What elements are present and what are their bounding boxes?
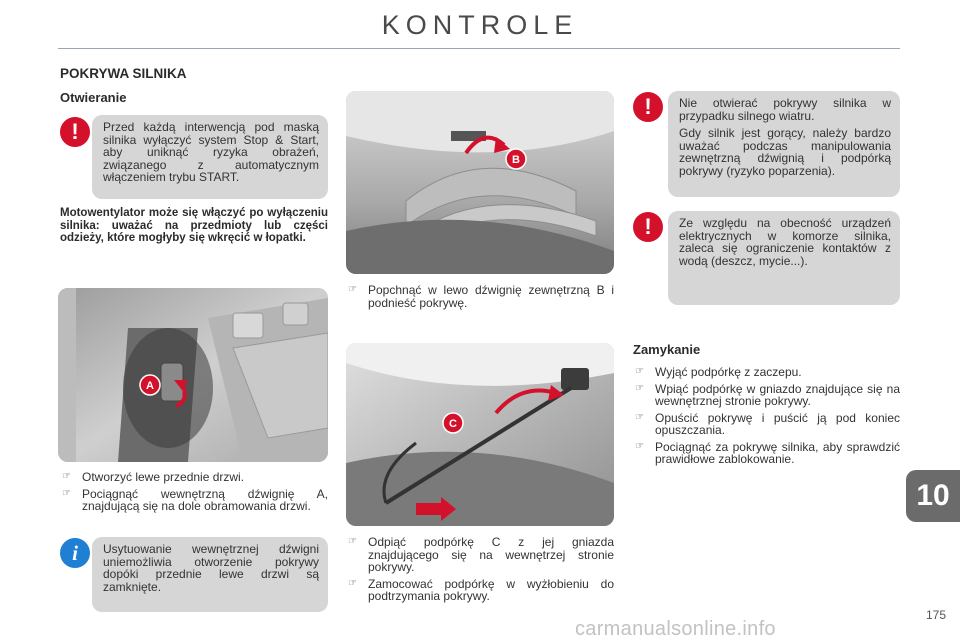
photo-prop-rod — [346, 343, 614, 526]
bullet-icon: ☞ — [635, 440, 644, 452]
step-text: Otworzyć lewe przednie drzwi. — [82, 470, 245, 484]
page-header-title: KONTROLE — [381, 10, 579, 40]
label-a: A — [146, 380, 154, 392]
header-rule — [58, 48, 900, 49]
bullet-icon: ☞ — [635, 366, 644, 377]
warning-note-text: Przed każdą interwencją pod maską silnika wyłączyć system Stop & Start, aby uniknąć ryzyka obrażeń, związanego z automatycznym włączeniem trybu START. — [103, 120, 319, 184]
info-note-text: Usytuowanie wewnętrznej dźwigni uniemożliwia otworzenie pokrywy dopóki przednie lewe drzwi są zamknięte. — [103, 542, 319, 594]
photo-bonnet-exterior — [346, 91, 614, 274]
bullet-icon: ☞ — [62, 471, 71, 482]
info-note — [92, 537, 328, 612]
bullet-icon: ☞ — [62, 487, 71, 499]
watermark: carmanualsonline.info — [575, 618, 776, 640]
step-text: Odpiąć podpórkę C z jej gniazda znajdującego się na wewnętrzej stronie pokrywy. — [368, 535, 614, 574]
steps-lever-b — [346, 284, 614, 313]
label-b: B — [512, 154, 520, 166]
bullet-icon: ☞ — [635, 411, 644, 423]
step-pull-lever-a — [60, 488, 328, 513]
warning-note-water — [668, 211, 900, 305]
warning-icon: ! — [60, 117, 90, 147]
step-text: Wpiąć podpórkę w gniazdo znajdujące się na wewnętrznej stronie pokrywy. — [655, 381, 900, 408]
step-open-door — [60, 471, 328, 484]
fan-warning-text: Motowentylator może się włączyć po wyłączeniu silnika: uważać na przedmioty lub części odzieży, które mogłyby się wkręcić w łopatki. — [60, 207, 328, 244]
chapter-tab: 10 — [906, 470, 960, 522]
step-text: Wyjąć podpórkę z zaczepu. — [655, 365, 802, 379]
section-title: POKRYWA SILNIKA — [60, 66, 187, 81]
step-text: Pociągnąć za pokrywę silnika, aby sprawdzić prawidłowe zablokowanie. — [655, 439, 900, 466]
bullet-icon: ☞ — [635, 382, 644, 394]
page-number: 175 — [925, 608, 946, 622]
steps-prop-rod — [346, 536, 614, 607]
opening-title: Otwieranie — [60, 90, 127, 105]
step-text: Opuścić pokrywę i puścić ją pod koniec opuszczania. — [655, 410, 900, 437]
bullet-icon: ☞ — [348, 536, 357, 547]
label-c: C — [449, 418, 457, 430]
closing-title: Zamykanie — [633, 342, 701, 357]
warning-note-stop-start — [92, 115, 328, 199]
bullet-icon: ☞ — [348, 577, 357, 589]
warning-water-text: Ze względu na obecność urządzeń elektrycznych w komorze silnika, zaleca się ograniczenie kontaktów z wodą (deszcz, mycie...). — [679, 216, 891, 268]
step-clip-rod — [633, 383, 900, 408]
step-remove-rod — [633, 366, 900, 379]
step-check-lock — [633, 441, 900, 466]
step-text: Popchnąć w lewo dźwignię zewnętrzną B i podnieść pokrywę. — [368, 283, 614, 310]
step-unclip-rod — [346, 536, 614, 574]
step-text: Pociągnąć wewnętrzną dźwignię A, znajdującą się na dole obramowania drzwi. — [82, 486, 328, 513]
step-text: Zamocować podpórkę w wyżłobieniu do podtrzymania pokrywy. — [368, 576, 614, 603]
warning-hot-engine-text: Gdy silnik jest gorący, należy bardzo uważać podczas manipulowania zewnętrzną dźwignią i podpórką pokrywy (ryzyko poparzenia). — [679, 126, 891, 178]
warning-icon: ! — [633, 92, 663, 122]
info-icon: i — [60, 538, 90, 568]
photo-interior-lever — [58, 288, 328, 462]
step-fix-rod — [346, 578, 614, 603]
step-lower-bonnet — [633, 412, 900, 437]
steps-open-door — [60, 471, 328, 517]
step-push-lever-b — [346, 284, 614, 309]
steps-closing — [633, 366, 900, 470]
warning-note-wind — [668, 91, 900, 197]
warning-wind-text: Nie otwierać pokrywy silnika w przypadku silnego wiatru. — [679, 96, 891, 123]
warning-icon: ! — [633, 212, 663, 242]
bullet-icon: ☞ — [348, 284, 357, 295]
